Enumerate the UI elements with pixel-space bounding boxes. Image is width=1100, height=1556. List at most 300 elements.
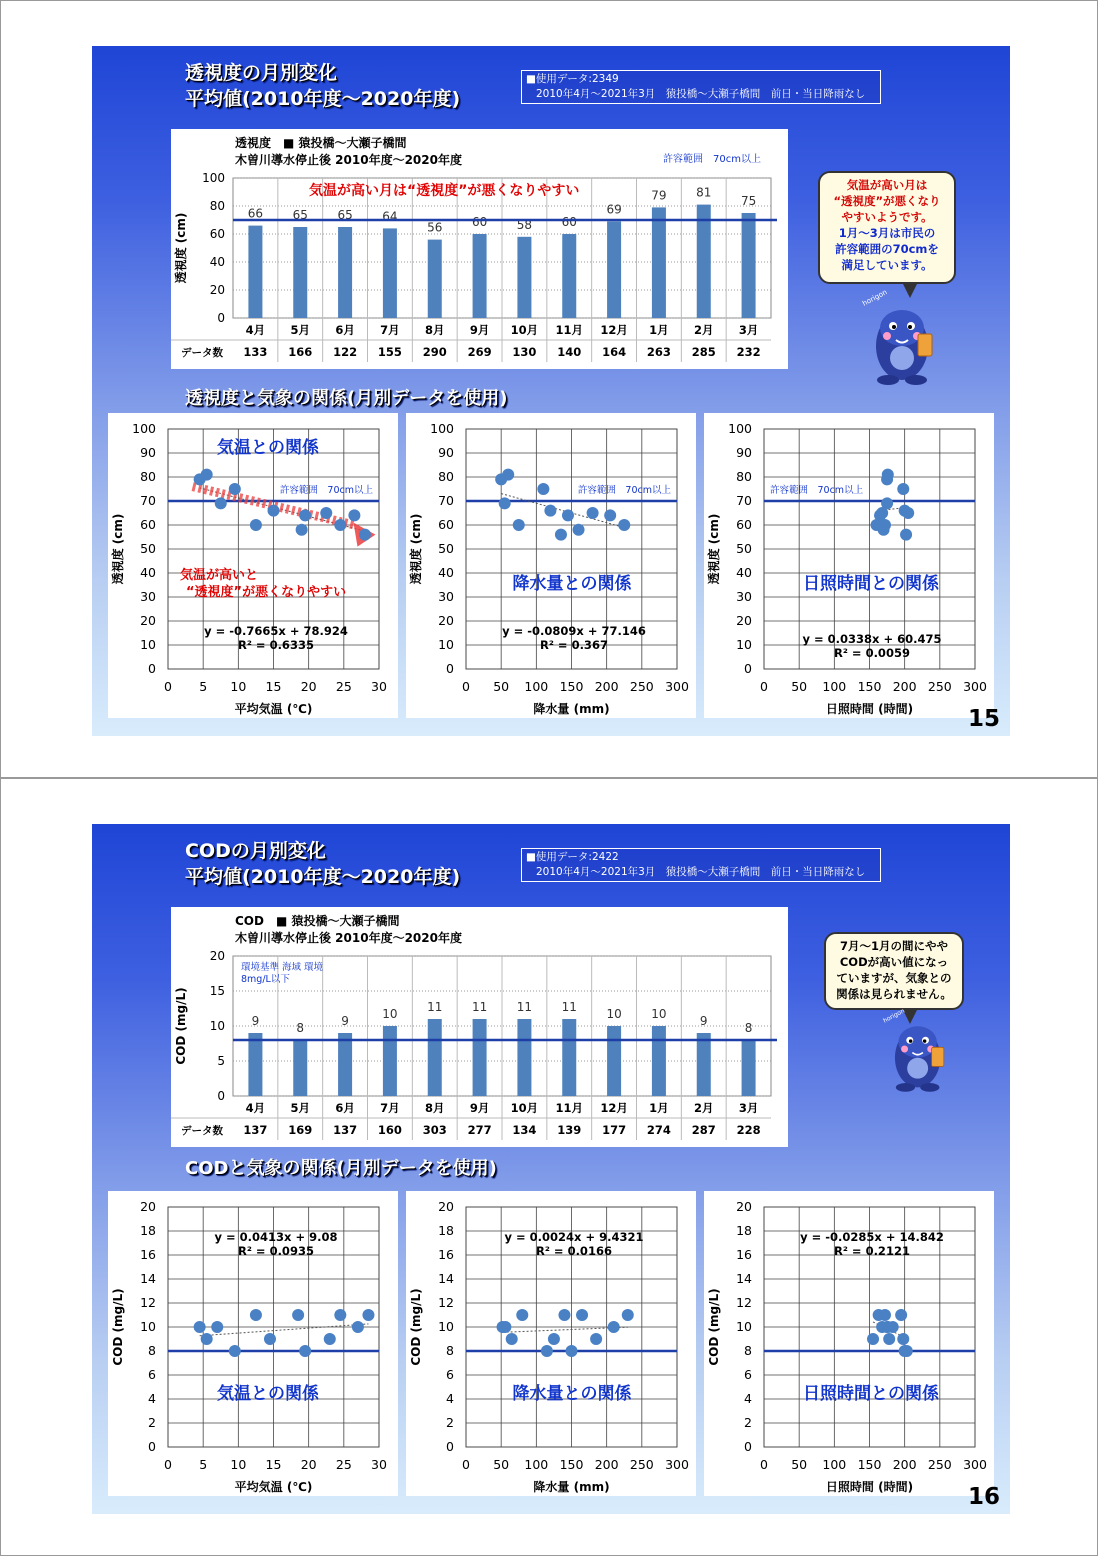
y-axis-label: 透視度 (cm) [707,513,721,585]
relation-label: 日照時間との関係 [803,1384,939,1404]
x-tick-label: 100 [822,1457,847,1472]
y-tick-label: 0 [744,1439,752,1454]
x-tick-label: 12月 [600,323,628,337]
data-point [573,524,585,536]
bubble-line-3: やすいようです。 [841,210,933,224]
y-tick-label: 10 [209,1019,225,1033]
bar-data-label: 60 [471,215,488,229]
data-point [320,507,332,519]
y-tick-label: 60 [438,517,454,532]
data-point [576,1309,588,1321]
data-point [895,1309,907,1321]
bar-data-label: 10 [382,1007,398,1021]
rain-scatter-chart [406,413,696,718]
bar [473,234,487,318]
x-tick-label: 11月 [555,1101,584,1115]
count-value: 177 [602,1123,627,1137]
x-tick-label: 150 [559,1457,584,1472]
bar-data-label: 9 [341,1014,349,1028]
rain-panel [406,1191,696,1496]
count-value: 133 [243,345,268,359]
chart-annotation: 気温が高い月は“透視度”が悪くなりやすい [309,183,580,199]
bar [248,1033,262,1096]
regression-equation: R² = 0.0935 [238,1244,314,1258]
relation-label: 気温との関係 [217,438,319,458]
y-tick-label: 100 [202,171,225,185]
count-value: 285 [691,345,716,359]
y-tick-label: 100 [132,421,156,436]
y-tick-label: 12 [438,1295,454,1310]
red-note: “透視度”が悪くなりやすい [186,585,347,600]
x-tick-label: 5月 [290,323,311,337]
chart-title-line-2: 木曽川導水停止後 2010年度～2020年度 [235,153,462,167]
y-tick-label: 20 [736,1199,752,1214]
x-tick-label: 50 [791,1457,808,1472]
y-tick-label: 6 [148,1367,156,1382]
y-axis-label: COD (mg/L) [707,1288,721,1366]
x-tick-label: 50 [791,679,808,694]
x-tick-label: 10月 [510,1101,539,1115]
slide-title [185,838,460,890]
y-tick-label: 70 [438,493,454,508]
x-tick-label: 3月 [738,1101,759,1115]
reference-label: 許容範囲 70cm以上 [770,485,864,496]
y-tick-label: 100 [728,421,752,436]
bar-data-label: 65 [292,208,308,222]
bar-panel [171,907,788,1147]
x-tick-label: 0 [164,679,172,694]
bar [338,227,352,318]
data-point [324,1333,336,1345]
x-tick-label: 150 [857,1457,882,1472]
x-tick-label: 5月 [290,1101,311,1115]
bar [428,1019,442,1096]
data-point [516,1309,528,1321]
data-point [566,1345,578,1357]
y-tick-label: 90 [736,445,752,460]
reference-label: 許容範囲 70cm以上 [577,485,671,496]
y-tick-label: 30 [140,589,156,604]
data-point [268,505,280,517]
y-axis-label: COD (mg/L) [174,987,188,1065]
data-point [292,1309,304,1321]
page-number: 16 [967,1484,1000,1510]
relation-heading: CODと気象の関係(月別データを使用) [185,1158,497,1179]
bar [383,228,397,318]
bar [742,1040,756,1096]
x-axis-label: 平均気温 (℃) [234,702,313,716]
data-point [299,509,311,521]
count-value: 166 [288,345,313,359]
y-tick-label: 14 [140,1271,156,1286]
title-line-1: CODの月別変化 [185,840,326,862]
y-tick-label: 2 [446,1415,454,1430]
bubble-line-2: “透視度”が悪くなり [833,194,941,208]
bubble-line-1: 7月～1月の間にやや [839,939,948,953]
y-tick-label: 80 [209,199,225,213]
x-tick-label: 50 [493,1457,510,1472]
data-point [876,507,888,519]
data-count-text: ■使用データ:2422 [526,851,619,863]
y-axis-label: COD (mg/L) [111,1288,125,1366]
y-tick-label: 50 [140,541,156,556]
bar [607,1026,621,1096]
x-tick-label: 200 [594,679,619,694]
x-axis-label: 日照時間 (時間) [825,702,914,716]
x-axis-label: 降水量 (mm) [533,702,610,716]
y-tick-label: 90 [140,445,156,460]
x-tick-label: 30 [371,1457,387,1472]
y-tick-label: 50 [736,541,752,556]
data-point [215,497,227,509]
bar-data-label: 79 [651,188,667,203]
bar-data-label: 58 [516,217,533,232]
data-point [334,519,346,531]
x-tick-label: 200 [892,679,917,694]
data-point [201,1333,213,1345]
rain-panel [406,413,696,718]
count-row-label: データ数 [181,1125,223,1137]
bar [652,207,666,318]
regression-equation: R² = 0.6335 [238,638,314,652]
x-tick-label: 300 [963,679,987,694]
y-tick-label: 40 [736,565,752,580]
transparency-bar-chart [171,129,788,369]
y-tick-label: 70 [736,493,752,508]
x-tick-label: 1月 [649,323,669,337]
x-tick-label: 20 [300,679,317,694]
title-line-1: 透視度の月別変化 [185,62,338,84]
data-point [548,1333,560,1345]
data-point [590,1333,602,1345]
y-tick-label: 0 [446,1439,454,1454]
bar-data-label: 8 [296,1021,305,1035]
bar [562,234,576,318]
bar [248,226,262,318]
bubble-line-1: 気温が高い月は [846,178,928,192]
data-point [867,1333,879,1345]
y-tick-label: 0 [744,661,752,676]
y-tick-label: 12 [736,1295,752,1310]
y-tick-label: 80 [438,469,454,484]
x-tick-label: 5 [199,679,208,694]
bar-data-label: 81 [696,185,712,200]
regression-equation: R² = 0.0059 [834,646,910,660]
y-tick-label: 20 [140,1199,156,1214]
y-tick-label: 20 [140,613,156,628]
data-point [587,507,599,519]
speech-bubble [818,171,956,284]
bar [293,227,307,318]
data-point [264,1333,276,1345]
y-tick-label: 4 [744,1391,752,1406]
relation-label: 日照時間との関係 [803,574,939,594]
data-point [352,1321,364,1333]
bar-data-label: 60 [561,215,577,229]
mascot-label: horigon [861,288,889,308]
count-value: 263 [646,345,671,359]
y-tick-label: 40 [140,565,156,580]
y-tick-label: 60 [209,227,225,241]
data-point [499,1321,511,1333]
y-tick-label: 60 [736,517,752,532]
data-point [537,483,549,495]
count-value: 137 [333,1123,358,1137]
data-point [558,1309,570,1321]
bar-data-label: 11 [471,1000,488,1014]
x-tick-label: 300 [665,679,689,694]
bar-data-label: 64 [382,209,398,224]
bar-data-label: 69 [606,202,622,217]
y-axis-label: 透視度 (cm) [111,513,125,585]
y-tick-label: 16 [438,1247,454,1262]
bar-data-label: 65 [337,208,353,222]
y-tick-label: 0 [148,661,156,676]
data-point [541,1345,553,1357]
bar [517,1019,531,1096]
bar [517,237,531,318]
data-point [296,524,308,536]
regression-equation: y = 0.0338x + 60.475 [802,632,942,646]
x-tick-label: 6月 [335,323,355,337]
regression-equation: y = -0.0285x + 14.842 [800,1230,944,1244]
x-tick-label: 7月 [380,1101,400,1115]
mascot-icon [852,286,962,386]
x-tick-label: 8月 [424,1101,445,1115]
relation-label: 降水量との関係 [512,1384,632,1404]
data-period-text: 2010年4月～2021年3月 猿投橋～大瀬子橋間 前日・当日降雨なし [536,866,866,878]
y-tick-label: 4 [148,1391,156,1406]
relation-heading: 透視度と気象の関係(月別データを使用) [185,388,508,409]
y-tick-label: 90 [438,445,454,460]
x-tick-label: 10 [230,1457,247,1472]
data-info-box [521,70,881,104]
y-tick-label: 16 [140,1247,156,1262]
x-tick-label: 0 [164,1457,172,1472]
bubble-line-6: 満足しています。 [841,258,933,272]
y-tick-label: 20 [209,949,225,963]
y-tick-label: 0 [148,1439,156,1454]
sun-scatter-chart [704,413,994,718]
x-tick-label: 150 [559,679,584,694]
y-tick-label: 18 [736,1223,752,1238]
x-tick-label: 100 [822,679,847,694]
count-value: 232 [736,345,761,359]
y-axis-label: 透視度 (cm) [174,212,188,284]
data-point [499,497,511,509]
bar [742,213,756,318]
data-count-text: ■使用データ:2349 [526,73,619,85]
count-value: 228 [736,1123,761,1137]
bar [473,1019,487,1096]
y-tick-label: 15 [209,984,225,998]
bar-data-label: 10 [606,1007,622,1021]
y-tick-label: 4 [446,1391,454,1406]
data-point [201,469,213,481]
count-value: 134 [512,1123,537,1137]
y-tick-label: 0 [446,661,454,676]
x-tick-label: 100 [524,1457,549,1472]
data-point [897,1333,909,1345]
y-tick-label: 12 [140,1295,156,1310]
bar [338,1033,352,1096]
sun-panel [704,413,994,718]
y-tick-label: 10 [736,1319,752,1334]
regression-equation: y = -0.0809x + 77.146 [502,624,646,638]
y-tick-label: 14 [438,1271,454,1286]
bar-data-label: 75 [740,194,757,208]
data-point [879,519,891,531]
count-row-label: データ数 [181,347,223,359]
count-value: 140 [557,345,582,359]
temp-panel [108,413,398,718]
page-number: 15 [967,706,1000,732]
x-tick-label: 15 [265,679,282,694]
y-tick-label: 20 [438,613,454,628]
data-point [901,1345,913,1357]
data-point [608,1321,620,1333]
x-tick-label: 300 [963,1457,987,1472]
x-tick-label: 12月 [600,1101,628,1115]
slide-15 [92,46,1010,736]
y-tick-label: 60 [140,517,156,532]
x-tick-label: 250 [629,679,654,694]
sun-panel [704,1191,994,1496]
x-tick-label: 5 [199,1457,208,1472]
y-tick-label: 10 [140,637,156,652]
reference-label: 8mg/L以下 [241,974,290,985]
y-tick-label: 100 [430,421,454,436]
y-tick-label: 40 [438,565,454,580]
data-point [544,505,556,517]
count-value: 160 [377,1123,402,1137]
count-value: 277 [467,1123,492,1137]
title-line-2: 平均値(2010年度～2020年度) [185,866,461,888]
x-tick-label: 30 [371,679,387,694]
x-tick-label: 2月 [693,323,714,337]
bar-data-label: 66 [247,206,264,221]
data-point [362,1309,374,1321]
bar-data-label: 11 [427,1000,443,1014]
bar [697,1033,711,1096]
count-value: 290 [422,345,447,359]
y-tick-label: 16 [736,1247,752,1262]
x-tick-label: 250 [629,1457,654,1472]
x-tick-label: 11月 [555,323,584,337]
x-axis-label: 降水量 (mm) [533,1480,610,1494]
bar-data-label: 10 [651,1007,667,1021]
bar-data-label: 56 [427,220,443,235]
y-tick-label: 18 [438,1223,454,1238]
data-point [506,1333,518,1345]
chart-title-line-1: COD ■ 猿投橋～大瀬子橋間 [235,914,400,928]
bar [652,1026,666,1096]
y-tick-label: 20 [736,613,752,628]
mascot-icon [874,1004,970,1094]
x-tick-label: 20 [300,1457,317,1472]
count-value: 137 [243,1123,268,1137]
bar-data-label: 11 [561,1000,577,1014]
data-point [900,529,912,541]
chart-title-line-2: 木曽川導水停止後 2010年度～2020年度 [235,931,462,945]
reference-label: 許容範囲 70cm以上 [663,154,761,165]
data-point [604,509,616,521]
y-tick-label: 8 [148,1343,156,1358]
x-tick-label: 4月 [245,323,266,337]
bar-data-label: 9 [699,1014,708,1028]
bar-data-label: 11 [516,1000,533,1014]
x-tick-label: 3月 [738,323,759,337]
x-tick-label: 250 [927,1457,952,1472]
x-tick-label: 25 [335,679,352,694]
data-point [882,469,894,481]
temp-scatter-chart [108,413,398,718]
data-point [513,519,525,531]
count-value: 303 [422,1123,447,1137]
regression-equation: y = -0.7665x + 78.924 [204,624,348,638]
data-point [897,483,909,495]
y-axis-label: 透視度 (cm) [409,513,423,585]
y-tick-label: 10 [140,1319,156,1334]
data-info-box [521,848,881,882]
slide-16 [92,824,1010,1514]
bubble-line-2: CODが高い値になっ [839,955,949,969]
relation-label: 気温との関係 [217,1384,319,1404]
y-tick-label: 30 [736,589,752,604]
count-value: 287 [691,1123,716,1137]
y-tick-label: 14 [736,1271,752,1286]
x-tick-label: 2月 [693,1101,714,1115]
temp-scatter-chart [108,1191,398,1496]
y-axis-label: COD (mg/L) [409,1288,423,1366]
count-value: 155 [377,345,402,359]
sun-scatter-chart [704,1191,994,1496]
count-value: 164 [602,345,627,359]
x-tick-label: 10月 [510,323,539,337]
data-point [250,519,262,531]
x-tick-label: 15 [265,1457,282,1472]
x-tick-label: 7月 [380,323,400,337]
relation-label: 降水量との関係 [512,574,632,594]
data-point [887,1321,899,1333]
count-value: 139 [557,1123,582,1137]
x-tick-label: 0 [462,679,470,694]
x-tick-label: 150 [857,679,882,694]
data-point [902,507,914,519]
data-point [229,483,241,495]
temp-panel [108,1191,398,1496]
y-tick-label: 20 [438,1199,454,1214]
count-value: 274 [646,1123,671,1137]
x-tick-label: 200 [892,1457,917,1472]
bubble-line-4: 1月～3月は市民の [838,226,936,240]
regression-equation: R² = 0.0166 [536,1244,612,1258]
x-tick-label: 4月 [245,1101,266,1115]
x-tick-label: 1月 [649,1101,669,1115]
x-tick-label: 50 [493,679,510,694]
data-period-text: 2010年4月～2021年3月 猿投橋～大瀬子橋間 前日・当日降雨なし [536,88,866,100]
data-point [622,1309,634,1321]
x-tick-label: 9月 [469,1101,490,1115]
y-tick-label: 8 [744,1343,752,1358]
slide-title [185,60,460,112]
y-tick-label: 0 [217,311,225,325]
y-tick-label: 0 [217,1089,225,1103]
bubble-line-3: ていますが、気象との [836,971,952,985]
y-tick-label: 20 [209,283,225,297]
y-tick-label: 40 [209,255,225,269]
x-tick-label: 200 [594,1457,619,1472]
